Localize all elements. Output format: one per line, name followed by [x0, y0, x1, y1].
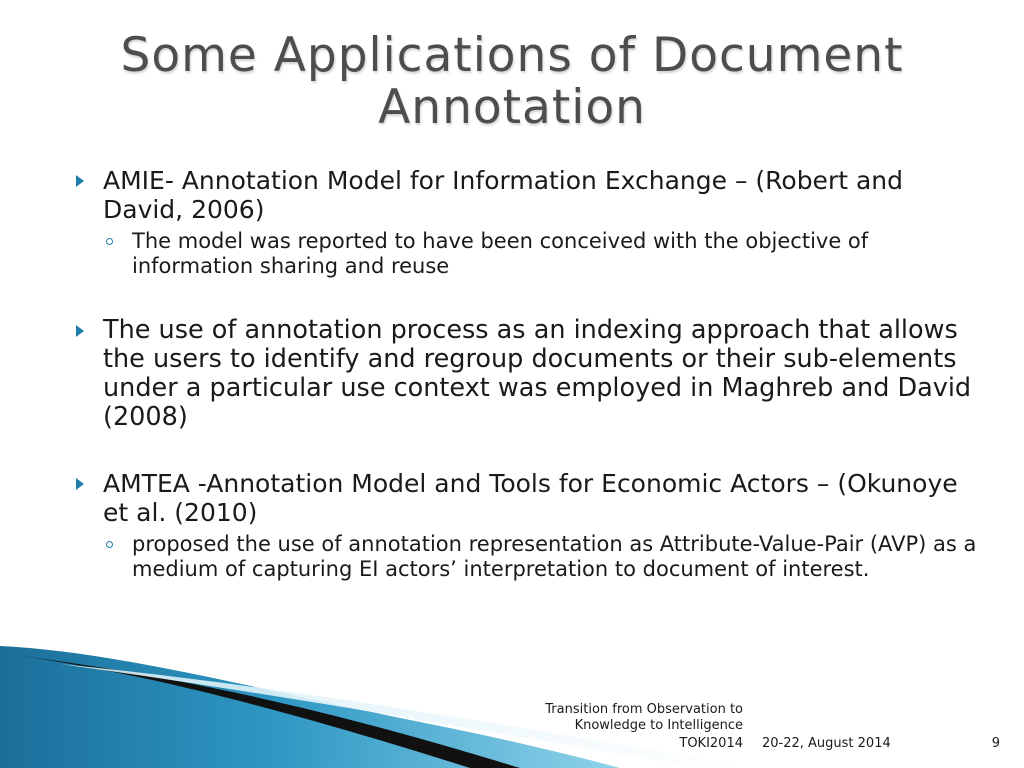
sub-bullet-item: [70, 229, 980, 279]
sub-bullet-text: The model was reported to have been conceived with the objective of information sharing and reuse: [132, 229, 869, 278]
page-number: 9: [991, 736, 1000, 751]
triangle-bullet-icon: [76, 478, 84, 490]
ring-bullet-icon: [106, 238, 113, 245]
bullet-text: AMTEA -Annotation Model and Tools for Economic Actors – (Okunoye et al. (2010): [103, 469, 958, 527]
bullet-text: AMIE- Annotation Model for Information Exchange – (Robert and David, 2006): [103, 166, 903, 224]
ring-bullet-icon: [106, 541, 113, 548]
triangle-bullet-icon: [76, 325, 84, 337]
slide-title: Some Applications of Document Annotation: [120, 28, 904, 135]
bullet-item: [70, 166, 980, 224]
footer-title-line-3: TOKI2014: [679, 736, 743, 751]
sub-bullet-item: [70, 532, 980, 582]
slide-content: [70, 166, 980, 582]
footer-title-line-1: Transition from Observation to: [545, 702, 743, 717]
footer-title-line-2: Knowledge to Intelligence: [574, 718, 743, 733]
bullet-text: The use of annotation process as an indexing approach that allows the users to identify and regroup documents or their sub-elements under a particular use context was employed in Maghreb and David (2008): [103, 315, 972, 432]
triangle-bullet-icon: [76, 175, 84, 187]
sub-bullet-text: proposed the use of annotation representation as Attribute-Value-Pair (AVP) as a medium of capturing EI actors’ interpretation to document of interest.: [132, 532, 977, 581]
footer-date: 20-22, August 2014: [762, 736, 891, 751]
bullet-item: [70, 469, 980, 527]
bullet-item: [70, 316, 980, 432]
